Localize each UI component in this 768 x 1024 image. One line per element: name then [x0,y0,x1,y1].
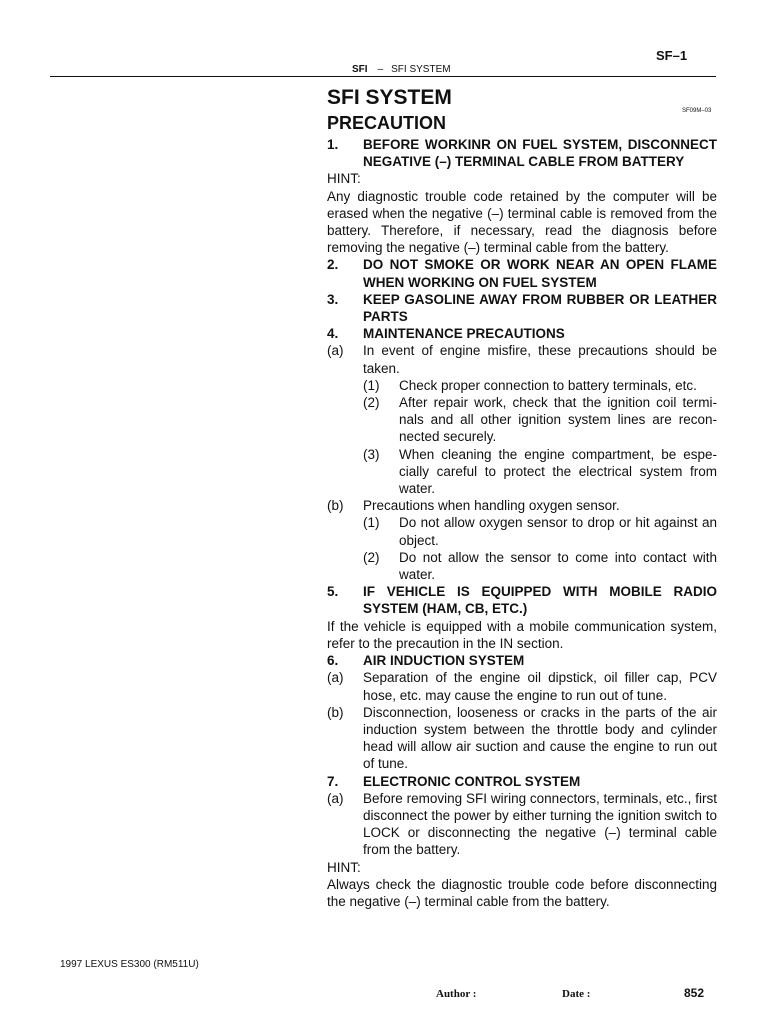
item-number: (1) [363,515,380,531]
item-number: (b) [327,498,344,514]
page-code: SF–1 [656,48,688,63]
item-number: 4. [327,326,339,342]
item-text: Do not allow the sensor to come into contact with water. [399,549,717,583]
list-item [327,342,717,376]
running-head-separator: – [377,64,384,75]
section-heading [327,325,717,342]
item-number: (2) [363,395,380,411]
item-number: (3) [363,446,380,462]
running-head-title: SFI SYSTEM [391,64,451,75]
item-text: KEEP GASOLINE AWAY FROM RUBBER OR LEATHER PARTS [363,291,717,325]
list-item [327,790,717,859]
item-number: 7. [327,773,339,789]
sub-list-item [327,446,717,498]
running-head-section: SFI [352,64,368,75]
sub-list-item [327,377,717,394]
paragraph: Always check the diagnostic trouble code before disconnecting the negative (–) terminal cable from the battery. [327,876,717,909]
sub-list-item [327,514,717,548]
section-heading [327,136,717,170]
item-text: DO NOT SMOKE OR WORK NEAR AN OPEN FLAME WHEN WORKING ON FUEL SYSTEM [363,257,717,290]
item-text: When cleaning the engine compartment, be espe-cially careful to protect the electrical system from water. [399,446,717,497]
header-rule [50,76,716,77]
hint-label: HINT: [327,859,361,875]
document-title: SFI SYSTEM [327,86,452,109]
item-number: (a) [327,670,344,686]
item-text: BEFORE WORKINR ON FUEL SYSTEM, DISCONNECT NEGATIVE (–) TERMINAL CABLE FROM BATTERY [363,137,717,170]
item-number: (b) [327,704,344,720]
item-number: 2. [327,257,339,273]
document-code: SF09M–03 [682,108,712,114]
sub-list-item [327,394,717,446]
item-text: Before removing SFI wiring connectors, terminals, etc., first disconnect the power by either turning the ignition switch to LOCK or disconnecting the negative (–) terminal cable from the battery. [363,790,717,858]
item-text: AIR INDUCTION SYSTEM [363,653,525,669]
section-heading [327,652,717,669]
section-heading [327,291,717,325]
section-heading [327,773,717,790]
item-number: 6. [327,653,339,669]
section-title: PRECAUTION [327,113,447,133]
footer-date-label: Date : [562,988,591,1000]
footer-model: 1997 LEXUS ES300 (RM511U) [60,959,199,970]
item-text: After repair work, check that the ignition coil termi-nals and all other ignition system lines are recon-nected securely. [399,395,717,445]
item-number: (2) [363,549,380,565]
list-item [327,669,717,703]
footer-author-label: Author : [436,988,477,1000]
item-number: 3. [327,291,339,307]
item-number: (1) [363,377,380,393]
item-text: Disconnection, looseness or cracks in the parts of the air induction system between the throttle body and cylinder head will allow air suction and cause the engine to run out of tune. [363,704,717,772]
footer-page-number: 852 [684,986,705,1000]
paragraph: If the vehicle is equipped with a mobile communication system, refer to the precaution in the IN section. [327,618,717,651]
item-text: IF VEHICLE IS EQUIPPED WITH MOBILE RADIO SYSTEM (HAM, CB, ETC.) [363,584,717,617]
item-text: MAINTENANCE PRECAUTIONS [363,326,565,342]
list-item [327,704,717,773]
section-heading [327,256,717,290]
sub-list-item [327,549,717,583]
hint-label: HINT: [327,171,361,187]
procedure-content [327,136,717,910]
item-text: Separation of the engine oil dipstick, oil filler cap, PCV hose, etc. may cause the engine to run out of tune. [363,670,717,703]
item-text: In event of engine misfire, these precautions should be taken. [363,343,717,376]
item-number: (a) [327,790,344,806]
item-text: Do not allow oxygen sensor to drop or hit against an object. [399,515,717,548]
paragraph: Any diagnostic trouble code retained by the computer will be erased when the negative (–) terminal cable is removed from the battery. Therefore, if necessary, read the diagnosis before removing the negative (–) terminal cable from the battery. [327,188,717,256]
item-text: Check proper connection to battery terminals, etc. [399,377,697,393]
list-item [327,497,717,514]
item-number: 5. [327,584,339,600]
item-number: (a) [327,343,344,359]
item-text: Precautions when handling oxygen sensor. [363,498,620,514]
running-head [352,64,451,75]
item-number: 1. [327,137,339,152]
item-text: ELECTRONIC CONTROL SYSTEM [363,773,581,789]
section-heading [327,583,717,617]
